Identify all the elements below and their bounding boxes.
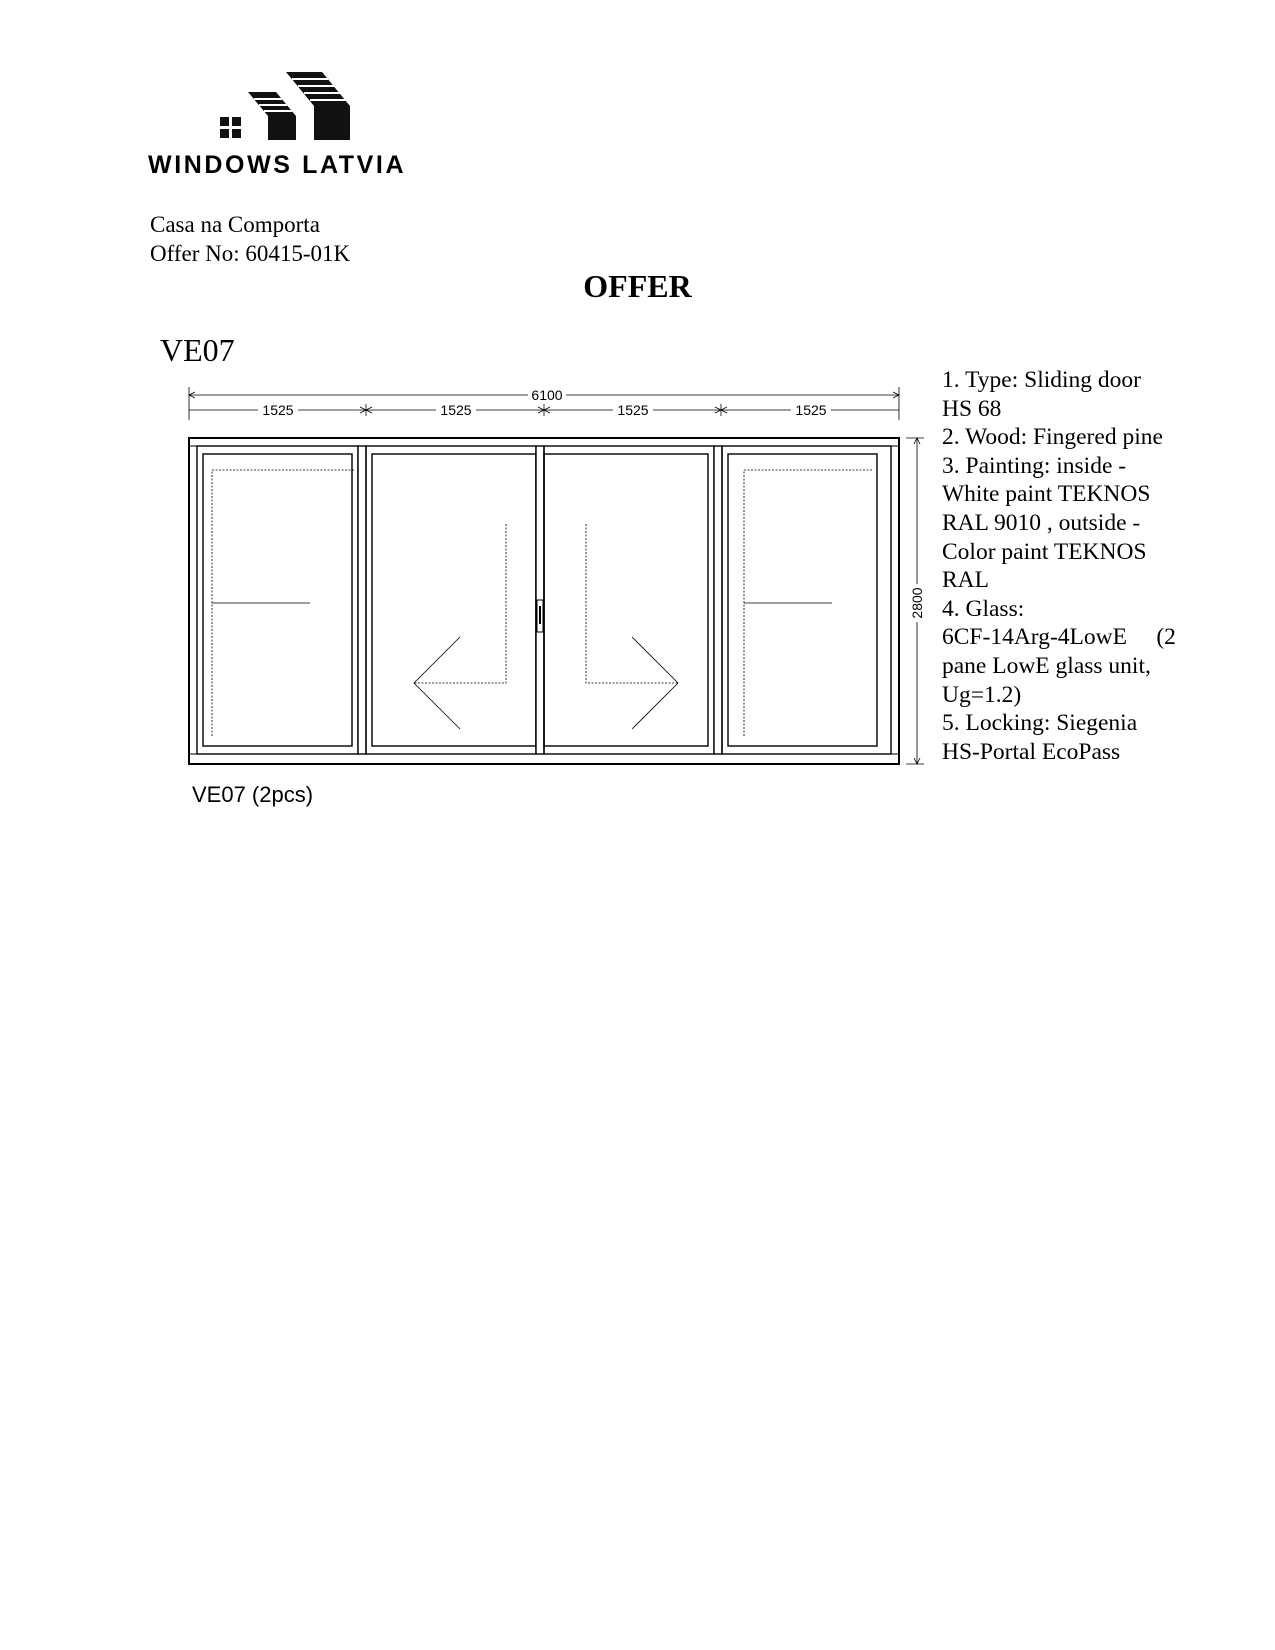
company-logo — [148, 72, 428, 184]
spec-line: 2. Wood: Fingered pine — [942, 424, 1163, 451]
fixed-panel-left — [197, 446, 358, 754]
spec-line: Ug=1.2) — [942, 681, 1022, 708]
spec-list — [942, 366, 1202, 766]
spec-line: HS-Portal EcoPass — [942, 738, 1121, 765]
section-width-label-3: 1525 — [617, 402, 649, 418]
door-handle-icon — [537, 600, 543, 632]
total-width-label: 6100 — [531, 387, 563, 403]
spec-line: 3. Painting: inside - — [942, 452, 1127, 479]
section-width-label-2: 1525 — [440, 402, 472, 418]
spec-line: HS 68 — [942, 395, 1002, 422]
spec-line: Color paint TEKNOS — [942, 538, 1147, 565]
height-label: 2800 — [909, 587, 925, 619]
spec-line: 1. Type: Sliding door — [942, 367, 1141, 393]
drawing-caption: VE07 (2pcs) — [192, 782, 314, 807]
spec-line: pane LowE glass unit, — [942, 652, 1151, 679]
spec-line: 6CF-14Arg-4LowE (2 — [942, 624, 1176, 651]
client-block — [150, 210, 350, 268]
section-width-label-4: 1525 — [795, 402, 827, 418]
offer-number: Offer No: 60415-01K — [150, 241, 351, 266]
fixed-panel-right — [722, 446, 891, 754]
company-name: WINDOWS LATVIA — [148, 151, 407, 179]
mullion-right — [714, 446, 722, 754]
document-title: OFFER — [583, 268, 692, 304]
spec-line: RAL — [942, 567, 989, 594]
section-width-label-1: 1525 — [262, 402, 294, 418]
spec-line: White paint TEKNOS — [942, 481, 1151, 508]
sliding-panel-right — [544, 446, 714, 754]
item-code: VE07 — [160, 332, 235, 368]
project-name: Casa na Comporta — [150, 212, 320, 237]
mullion-left — [358, 446, 366, 754]
spec-line: RAL 9010 , outside - — [942, 509, 1141, 536]
house-logo-icon — [218, 72, 358, 142]
sliding-door-drawing — [180, 380, 925, 760]
spec-line: 5. Locking: Siegenia — [942, 710, 1138, 737]
spec-line: 4. Glass: — [942, 595, 1025, 622]
sliding-panel-left — [366, 446, 536, 754]
